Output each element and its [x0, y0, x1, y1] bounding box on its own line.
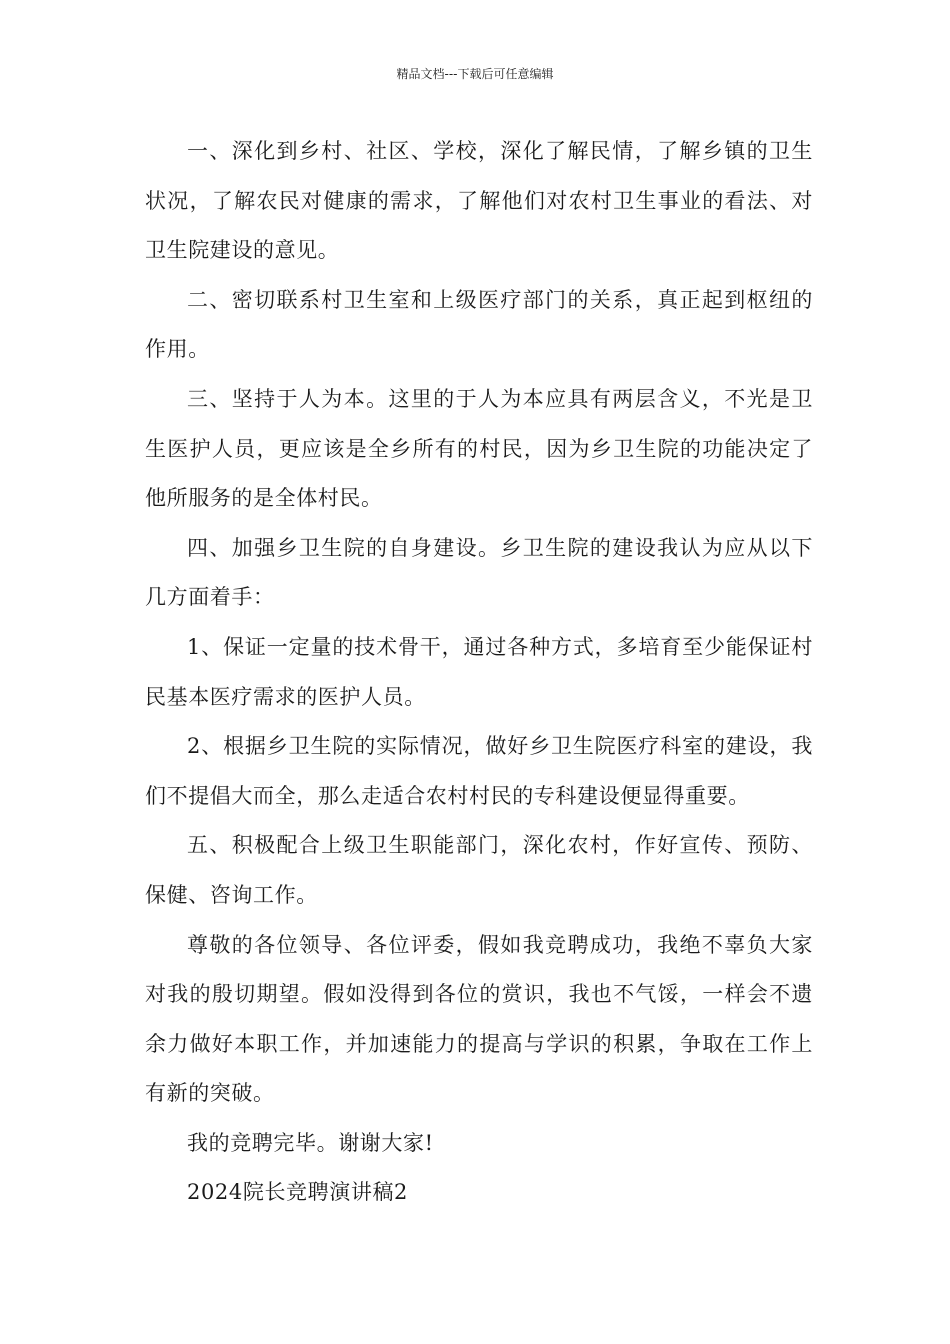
section-heading: 2024院长竞聘演讲稿2 [187, 1180, 409, 1205]
document-body [145, 127, 813, 1218]
paragraph-9: 我的竞聘完毕。谢谢大家! [187, 1130, 434, 1155]
paragraph-5: 1、保证一定量的技术骨干，通过各种方式，多培育至少能保证村民基本医疗需求的医护人员。 [145, 634, 813, 709]
paragraph-1: 一、深化到乡村、社区、学校，深化了解民情，了解乡镇的卫生状况，了解农民对健康的需求，了解他们对农村卫生事业的看法、对卫生院建设的意见。 [145, 139, 813, 263]
paragraph-4: 四、加强乡卫生院的自身建设。乡卫生院的建设我认为应从以下几方面着手： [145, 535, 813, 610]
paragraph-3: 三、坚持于人为本。这里的于人为本应具有两层含义，不光是卫生医护人员，更应该是全乡所有的村民，因为乡卫生院的功能决定了他所服务的是全体村民。 [145, 386, 813, 511]
paragraph-7: 五、积极配合上级卫生职能部门，深化农村，作好宣传、预防、保健、咨询工作。 [145, 833, 813, 907]
paragraph-2: 二、密切联系村卫生室和上级医疗部门的关系，真正起到枢纽的作用。 [145, 287, 813, 362]
paragraph-6: 2、根据乡卫生院的实际情况，做好乡卫生院医疗科室的建设，我们不提倡大而全，那么走适合农村村民的专科建设便显得重要。 [145, 734, 813, 808]
page-header: 精品文档---下载后可任意编辑 [396, 67, 554, 81]
paragraph-8: 尊敬的各位领导、各位评委，假如我竞聘成功，我绝不辜负大家对我的殷切期望。假如没得到各位的赏识，我也不气馁，一样会不遗余力做好本职工作，并加速能力的提高与学识的积累，争取在工作上有新的突破。 [145, 932, 813, 1106]
